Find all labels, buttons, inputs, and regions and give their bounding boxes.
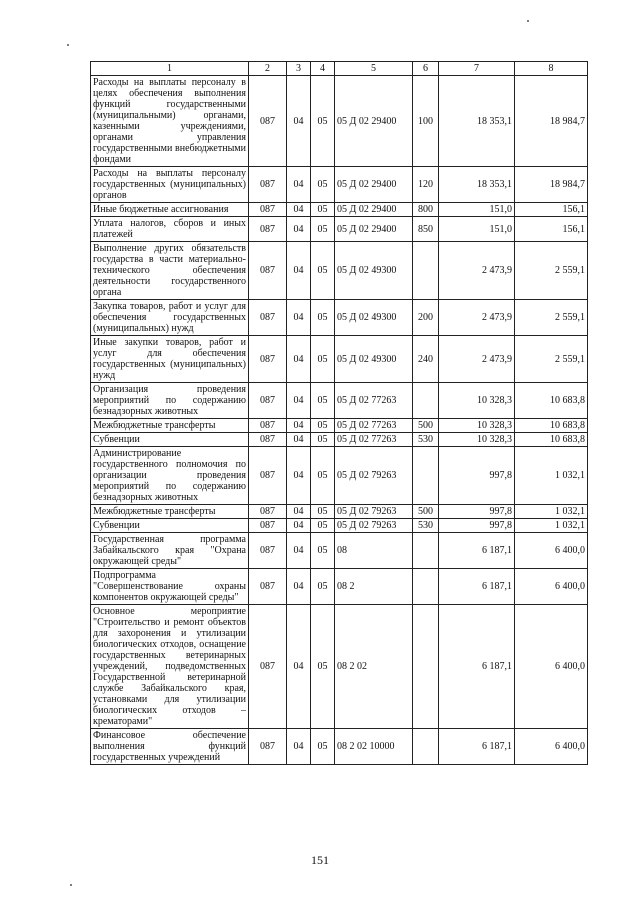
- column-header: 7: [439, 62, 515, 76]
- row-grbs-cell: 087: [249, 519, 287, 533]
- row-amount-2-cell: 1 032,1: [515, 447, 588, 505]
- row-amount-2-cell: 10 683,8: [515, 383, 588, 419]
- row-expense-type-cell: [413, 605, 439, 729]
- row-target-code-cell: 05 Д 02 29400: [335, 167, 413, 203]
- row-expense-type-cell: 850: [413, 217, 439, 242]
- row-amount-1-cell: 10 328,3: [439, 433, 515, 447]
- row-target-code-cell: 05 Д 02 29400: [335, 76, 413, 167]
- table-row: [91, 203, 588, 217]
- row-section-cell: 04: [287, 533, 311, 569]
- row-subsection-cell: 05: [311, 447, 335, 505]
- row-amount-1-cell: 151,0: [439, 217, 515, 242]
- table-row: [91, 167, 588, 203]
- row-amount-2-cell: 156,1: [515, 217, 588, 242]
- row-name-cell: Расходы на выплаты персоналу государственных (муниципальных) органов: [91, 167, 249, 203]
- row-amount-1-cell: 18 353,1: [439, 167, 515, 203]
- table-row: [91, 605, 588, 729]
- row-name-cell: Расходы на выплаты персоналу в целях обеспечения выполнения функций государственными (муниципальными) органами, казенными учреждениями, органами управления государственными внебюджетными фондами: [91, 76, 249, 167]
- row-amount-2-cell: 1 032,1: [515, 505, 588, 519]
- row-grbs-cell: 087: [249, 242, 287, 300]
- row-expense-type-cell: 530: [413, 519, 439, 533]
- row-target-code-cell: 05 Д 02 77263: [335, 433, 413, 447]
- row-subsection-cell: 05: [311, 242, 335, 300]
- row-amount-2-cell: 6 400,0: [515, 533, 588, 569]
- row-target-code-cell: 08 2 02 10000: [335, 729, 413, 765]
- row-grbs-cell: 087: [249, 433, 287, 447]
- row-target-code-cell: 05 Д 02 49300: [335, 242, 413, 300]
- row-section-cell: 04: [287, 433, 311, 447]
- row-name-cell: Субвенции: [91, 433, 249, 447]
- row-section-cell: 04: [287, 569, 311, 605]
- row-subsection-cell: 05: [311, 383, 335, 419]
- row-expense-type-cell: [413, 569, 439, 605]
- row-subsection-cell: 05: [311, 336, 335, 383]
- row-subsection-cell: 05: [311, 505, 335, 519]
- row-target-code-cell: 05 Д 02 77263: [335, 383, 413, 419]
- row-subsection-cell: 05: [311, 729, 335, 765]
- scan-speck: [70, 884, 72, 886]
- row-section-cell: 04: [287, 605, 311, 729]
- row-grbs-cell: 087: [249, 167, 287, 203]
- row-expense-type-cell: 240: [413, 336, 439, 383]
- row-expense-type-cell: 800: [413, 203, 439, 217]
- row-subsection-cell: 05: [311, 519, 335, 533]
- row-amount-1-cell: 10 328,3: [439, 383, 515, 419]
- row-section-cell: 04: [287, 76, 311, 167]
- row-section-cell: 04: [287, 167, 311, 203]
- row-expense-type-cell: [413, 447, 439, 505]
- row-section-cell: 04: [287, 383, 311, 419]
- row-grbs-cell: 087: [249, 336, 287, 383]
- row-target-code-cell: 05 Д 02 49300: [335, 336, 413, 383]
- row-target-code-cell: 05 Д 02 29400: [335, 217, 413, 242]
- row-name-cell: Основное мероприятие "Строительство и ремонт объектов для захоронения и утилизации биологических отходов, оснащение государственных ветеринарных учреждений, подведомственных Государственной ветеринарной службе Забайкальского края, установками для утилизации биологических отходов – крематорами": [91, 605, 249, 729]
- row-amount-1-cell: 6 187,1: [439, 533, 515, 569]
- row-grbs-cell: 087: [249, 203, 287, 217]
- row-section-cell: 04: [287, 729, 311, 765]
- row-amount-2-cell: 2 559,1: [515, 300, 588, 336]
- row-target-code-cell: 05 Д 02 29400: [335, 203, 413, 217]
- row-target-code-cell: 05 Д 02 77263: [335, 419, 413, 433]
- row-name-cell: Администрирование государственного полномочия по организации проведения мероприятий по содержанию безнадзорных животных: [91, 447, 249, 505]
- row-section-cell: 04: [287, 203, 311, 217]
- row-target-code-cell: 08: [335, 533, 413, 569]
- row-amount-2-cell: 6 400,0: [515, 605, 588, 729]
- row-target-code-cell: 08 2 02: [335, 605, 413, 729]
- row-amount-2-cell: 1 032,1: [515, 519, 588, 533]
- row-amount-2-cell: 6 400,0: [515, 569, 588, 605]
- row-grbs-cell: 087: [249, 419, 287, 433]
- scan-speck: [67, 44, 69, 46]
- row-target-code-cell: 05 Д 02 79263: [335, 519, 413, 533]
- column-header: 3: [287, 62, 311, 76]
- row-grbs-cell: 087: [249, 605, 287, 729]
- table-row: [91, 300, 588, 336]
- row-name-cell: Подпрограмма "Совершенствование охраны компонентов окружающей среды": [91, 569, 249, 605]
- table-row: [91, 217, 588, 242]
- row-amount-1-cell: 2 473,9: [439, 300, 515, 336]
- row-section-cell: 04: [287, 419, 311, 433]
- table-body: [91, 76, 588, 765]
- table-row: [91, 519, 588, 533]
- row-name-cell: Выполнение других обязательств государства в части материально-технического обеспечения деятельности государственного органа: [91, 242, 249, 300]
- column-header: 2: [249, 62, 287, 76]
- row-subsection-cell: 05: [311, 569, 335, 605]
- row-expense-type-cell: [413, 729, 439, 765]
- row-subsection-cell: 05: [311, 605, 335, 729]
- column-header: 5: [335, 62, 413, 76]
- row-expense-type-cell: 200: [413, 300, 439, 336]
- row-grbs-cell: 087: [249, 569, 287, 605]
- row-name-cell: Межбюджетные трансферты: [91, 505, 249, 519]
- row-expense-type-cell: 120: [413, 167, 439, 203]
- row-amount-1-cell: 6 187,1: [439, 729, 515, 765]
- row-amount-2-cell: 2 559,1: [515, 242, 588, 300]
- row-amount-1-cell: 997,8: [439, 519, 515, 533]
- row-grbs-cell: 087: [249, 217, 287, 242]
- row-section-cell: 04: [287, 447, 311, 505]
- scan-speck: [527, 20, 529, 22]
- row-expense-type-cell: [413, 533, 439, 569]
- row-subsection-cell: 05: [311, 217, 335, 242]
- row-amount-2-cell: 18 984,7: [515, 167, 588, 203]
- row-subsection-cell: 05: [311, 203, 335, 217]
- row-target-code-cell: 05 Д 02 79263: [335, 505, 413, 519]
- row-section-cell: 04: [287, 217, 311, 242]
- row-section-cell: 04: [287, 336, 311, 383]
- row-section-cell: 04: [287, 242, 311, 300]
- row-expense-type-cell: 530: [413, 433, 439, 447]
- row-name-cell: Межбюджетные трансферты: [91, 419, 249, 433]
- row-expense-type-cell: [413, 242, 439, 300]
- table-row: [91, 242, 588, 300]
- table-row: [91, 505, 588, 519]
- row-subsection-cell: 05: [311, 533, 335, 569]
- row-target-code-cell: 05 Д 02 49300: [335, 300, 413, 336]
- row-subsection-cell: 05: [311, 433, 335, 447]
- table-row: [91, 336, 588, 383]
- row-amount-1-cell: 6 187,1: [439, 605, 515, 729]
- row-amount-1-cell: 18 353,1: [439, 76, 515, 167]
- row-amount-1-cell: 997,8: [439, 447, 515, 505]
- row-name-cell: Иные закупки товаров, работ и услуг для обеспечения государственных (муниципальных) нужд: [91, 336, 249, 383]
- table-row: [91, 729, 588, 765]
- row-amount-1-cell: 151,0: [439, 203, 515, 217]
- column-header: 1: [91, 62, 249, 76]
- column-header: 6: [413, 62, 439, 76]
- table-row: [91, 76, 588, 167]
- row-name-cell: Закупка товаров, работ и услуг для обеспечения государственных (муниципальных) нужд: [91, 300, 249, 336]
- row-amount-2-cell: 156,1: [515, 203, 588, 217]
- table-row: [91, 433, 588, 447]
- row-subsection-cell: 05: [311, 300, 335, 336]
- row-grbs-cell: 087: [249, 505, 287, 519]
- column-header: 8: [515, 62, 588, 76]
- row-section-cell: 04: [287, 519, 311, 533]
- budget-table: [90, 61, 588, 765]
- row-expense-type-cell: 100: [413, 76, 439, 167]
- row-amount-1-cell: 6 187,1: [439, 569, 515, 605]
- row-subsection-cell: 05: [311, 167, 335, 203]
- row-expense-type-cell: 500: [413, 505, 439, 519]
- row-name-cell: Государственная программа Забайкальского края "Охрана окружающей среды": [91, 533, 249, 569]
- row-grbs-cell: 087: [249, 729, 287, 765]
- row-amount-2-cell: 6 400,0: [515, 729, 588, 765]
- table-row: [91, 419, 588, 433]
- row-amount-1-cell: 2 473,9: [439, 242, 515, 300]
- row-amount-2-cell: 10 683,8: [515, 419, 588, 433]
- row-section-cell: 04: [287, 300, 311, 336]
- row-amount-2-cell: 18 984,7: [515, 76, 588, 167]
- table-row: [91, 447, 588, 505]
- row-name-cell: Субвенции: [91, 519, 249, 533]
- row-name-cell: Финансовое обеспечение выполнения функций государственных учреждений: [91, 729, 249, 765]
- row-amount-2-cell: 2 559,1: [515, 336, 588, 383]
- row-name-cell: Организация проведения мероприятий по содержанию безнадзорных животных: [91, 383, 249, 419]
- row-name-cell: Иные бюджетные ассигнования: [91, 203, 249, 217]
- row-target-code-cell: 08 2: [335, 569, 413, 605]
- row-grbs-cell: 087: [249, 383, 287, 419]
- row-grbs-cell: 087: [249, 76, 287, 167]
- row-amount-1-cell: 10 328,3: [439, 419, 515, 433]
- table-row: [91, 383, 588, 419]
- row-amount-1-cell: 2 473,9: [439, 336, 515, 383]
- row-name-cell: Уплата налогов, сборов и иных платежей: [91, 217, 249, 242]
- row-amount-1-cell: 997,8: [439, 505, 515, 519]
- row-grbs-cell: 087: [249, 447, 287, 505]
- table-row: [91, 533, 588, 569]
- row-grbs-cell: 087: [249, 533, 287, 569]
- row-expense-type-cell: 500: [413, 419, 439, 433]
- table-header-row: [91, 62, 588, 76]
- row-amount-2-cell: 10 683,8: [515, 433, 588, 447]
- row-section-cell: 04: [287, 505, 311, 519]
- page-number: 151: [311, 853, 329, 867]
- row-grbs-cell: 087: [249, 300, 287, 336]
- table-row: [91, 569, 588, 605]
- row-subsection-cell: 05: [311, 76, 335, 167]
- row-subsection-cell: 05: [311, 419, 335, 433]
- column-header: 4: [311, 62, 335, 76]
- row-target-code-cell: 05 Д 02 79263: [335, 447, 413, 505]
- row-expense-type-cell: [413, 383, 439, 419]
